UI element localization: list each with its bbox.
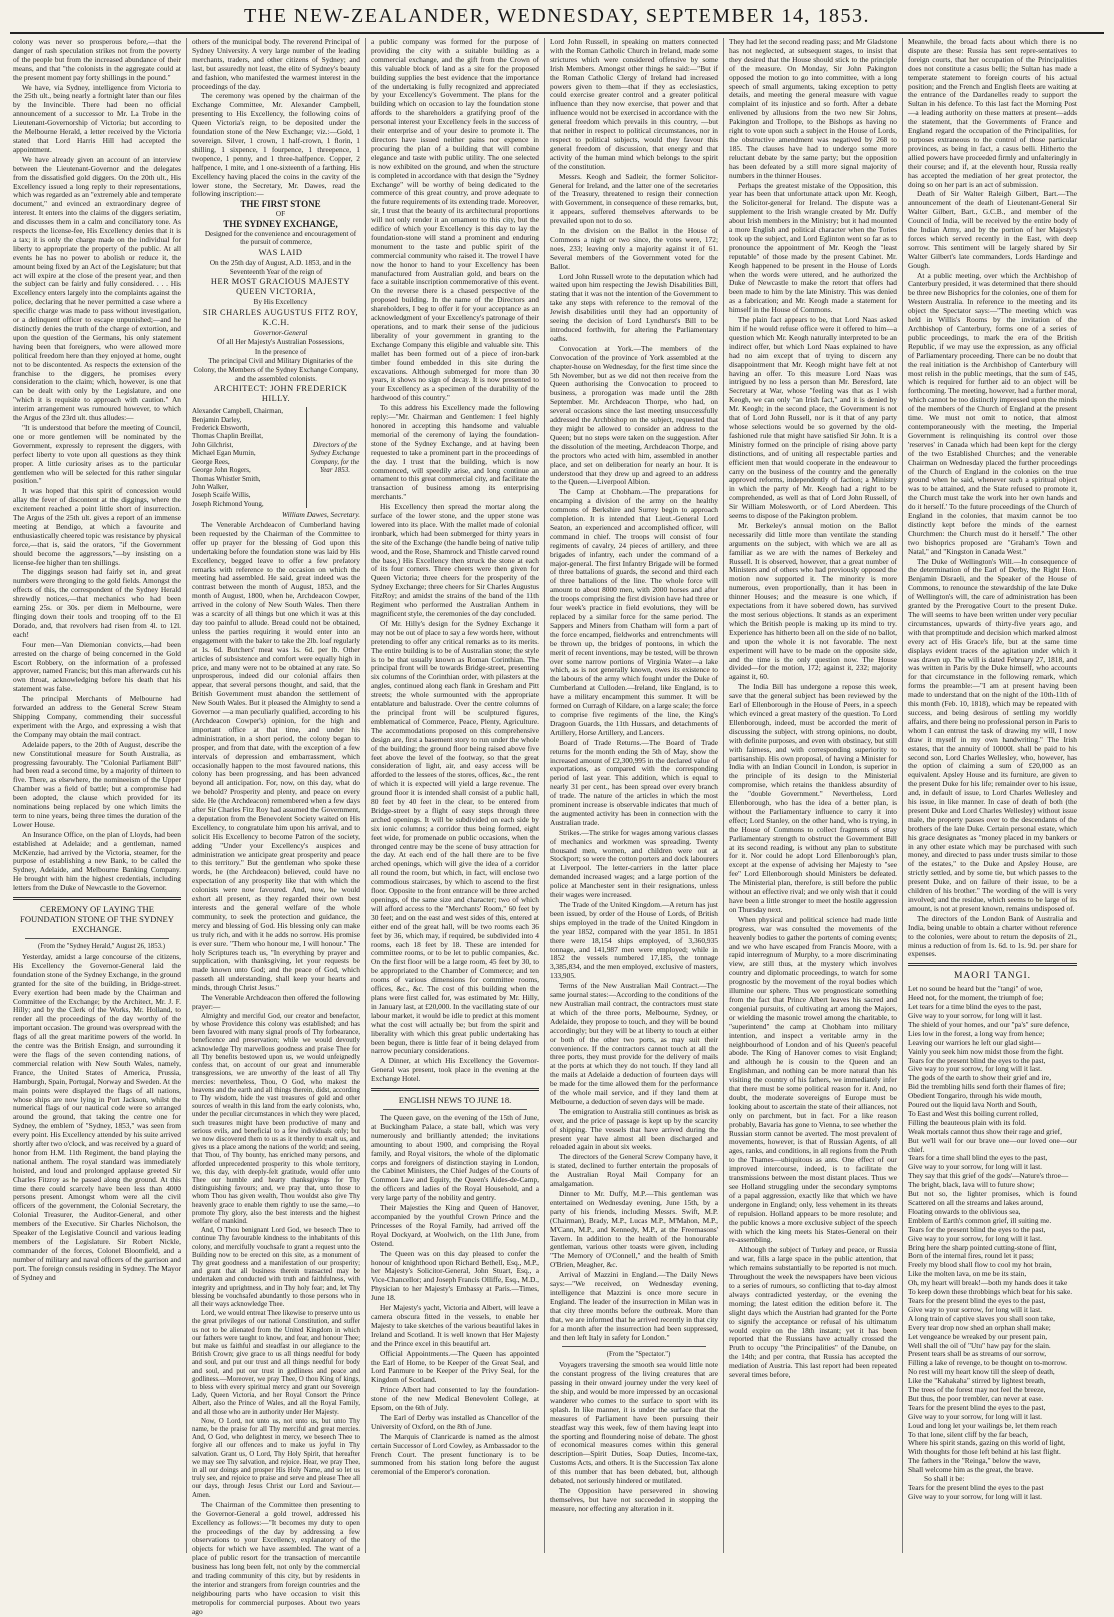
paragraph: Strikes.—The strike for wages among various classes of mechanics and workmen was spreading. Twenty thousand men, women, and children were out at Stockport; so were the cotton porters and dock labourers at Liverpool. The letter-carriers in the latter place demanded increased wages; and a large portion of the police at Manchester sent in their resignations, unless their wages were increased.	[550, 827, 718, 900]
inscription-line: SIR CHARLES AUGUSTUS FITZ ROY, K.C.H.	[202, 307, 359, 327]
poem-line: Like the molten lava, on me be its stain,	[908, 1269, 1027, 1279]
column-5	[724, 38, 903, 1553]
column-6	[903, 38, 1082, 1553]
poem-line: Tears for the present blind the eyes to the past,	[908, 1402, 1046, 1412]
paragraph: They had let the second reading pass; and Mr Gladstone has not neglected, at subsequent stages, to insist that they desired that the House should stick to the principle of the measure. On Monday, Sir John Pakington opposed the motion to go into committee, with a long speech of small arguments, taking exception to petty details, and meeting the general measure with vague complaint of its injustice and so forth. After a debate enlivened by allusions from the two new Sir Johns, Pakington and Trollope, to the Bishops as having no right to vote upon such a subject in the House of Lords, the obstructive amendment was negatived by 268 to 185. The clauses have had to undergo some more reluctant debate by the same party; but the opposition has been defeated by a still more signal majority of numbers in the thinner Houses.	[729, 37, 897, 180]
poem-line: Let no sound be heard but the "tangi" of woe,	[908, 984, 1043, 994]
paragraph: Their Majesties the King and Queen of Hanover, accompanied by the youthful Crown Prince and the Princesses of the Royal Family, had arrived off the Royal Dockyard, at Woolwich, on the 11th June, from Ostend.	[371, 1203, 539, 1248]
poem-line: Born of the internal fires, round let it pass;	[908, 1251, 1034, 1261]
paragraph: The Venerable Archdeacon of Cumberland having been requested by the Chairman of the Committee to offer up prayer for the blessing of God upon this undertaking before the foundation stone was laid by His Excellency, begged leave to offer a few prefatory remarks with reference to the occasion on which the meeting had assembled. He said, great indeed was the contrast between the month of August, 1853, and the month of August, 1800, when he, Archdeacon Cowper, arrived in the colony of New South Wales. Then there was a scarcity of all things but one which it was at this day too painful to allude. Bread could not be obtained, unless the parties requiring it would enter into an engagement with the baker to take the 2lb. loaf regularly at 1s. 6d. Butchers' meat was 1s. 6d. per lb. Other articles of subsistence and comfort were equally high in price, and many were not to be obtained at any rate. So unprosperous, indeed did our colonial affairs then appear, that several persons thought, and said, that the British Government must abandon the settlement of New South Wales. But it pleased the Almighty to send a Governor —a man peculiarly qualified, according to his (Archdeacon Cowper's) opinion, for the high and important office at that time, and under his administration, in a short period, the colony began to prosper, and from that date, with the exception of a few intervals of depression and embarrassment, which occasionally happen to the most favoured nations, this colony has been progressing, and has been advanced beyond all anticipation. For, now, on this day, what do we behold? Prosperity and plenty, and peace on every side. He (the Archdeacon) remembered when a few days after Sir Charles Fitz Roy had assumed the Government, a deputation from the Benevolent Society waited on His Excellency, to congratulate him upon his arrival, and to solicit His Excellency to become Patron of the society, adding "Under your Excellency's auspices and administration we anticipate great prosperity and peace to this territory." But the gentleman who spoke these words, he (the Archdeacon) believed, could have no expectation of any prosperity like that with which the colonists were now favoured. And, now, he would exhort all present, as they regarded their own best interests and the general welfare of the whole community, to seek the protection and guidance, the mercy and blessing of God. His blessing only can make us truly rich, and with it he adds no sorrow. His promise is ever sure. "Them who honour me, I will honour." The holy Scriptures teach us, "In everything by prayer and supplication, with thanksgiving, let your requests be made known unto God; and the peace of God, which passeth all understanding, shall keep your hearts and minds, through Christ Jesus."	[192, 520, 360, 993]
poem-line: Well shall the oil of "Utu" haw pay for the slain.	[908, 1340, 1051, 1350]
director-name: Thomas Whistler Smith,	[192, 474, 261, 483]
paragraph: Death of Sir Walter Raleigh Gilbert, Bart.—The announcement of the death of Lieutenant-General Sir Walter Gilbert, Bart., G.C.B., and member of the Council of India, will be received by the entire body of the Indian Army, and by the portion of her Majesty's forces which served recently in the East, with deep sorrow. This sentiment will be largely shared by Sir Walter Gilbert's late commanders, Lords Hardinge and Gough.	[908, 189, 1077, 270]
inscription-line: Of all Her Majesty's Australian Possessions,	[216, 338, 345, 347]
paragraph: Lord John Russell wrote to the deputation which had waited upon him respecting the Jewish Disabilities Bill, stating that it was not the intention of the Government to take any steps with reference to the removal of the Jewish disabilities until they had an opportunity of seeing the decision of Lord Lyndhurst's Bill to be introduced forthwith, for altering the Parliamentary oaths.	[550, 271, 718, 343]
paragraph: His Excellency then spread the mortar along the surface of the lower stone, and the upper stone was lowered into its place. With the mallet made of colonial ironbark, which had been submerged for thirty years in the site of the Exchange (the handle being of native tulip wood, and the Rose, Shamrock and Thistle carved round the base,) His Excellency then struck the stone at each of its four corners. Three cheers were then given for Queen Victoria; three cheers for the prosperity of the Sydney Exchange; three cheers for Sir Charles Augustus FitzRoy; and amidst the strains of the band of the 11th Regiment who performed the Australian Anthem in magnificent style, the ceremonies of the day concluded.	[371, 502, 539, 618]
poem-line: Give way to your sorrow, for long will it last.	[908, 1491, 1042, 1501]
paragraph: The India Bill has undergone a repose this week, save that the general subject has been reviewed by the Earl of Ellenborough in the House of Peers, in a speech which evinced a great mastery of the question. To Lord Ellenborough, indeed, must be accorded the merit of discussing the subject, with strong opinions, no doubt, with definite purposes, and even with obstinacy, but still with fairness, and with corresponding superiority to partisanship. His own proposal, of having a Minister for India with an Indian Council in London, is superior in the principle of its design to the Ministerial compromise, which retains the thankless absurdity of the "double Government." Nevertheless, Lord Ellenborough, who has the idea of a better plan, is without the Parliamentary influence to carry it into effect; Lord Stanley, on the other hand, who is trying, in the House of Commons to collect fragments of stray Parliamentary strength to obstruct the Government Bill at its second reading, is without any plan to substitute for it. Nor could he adopt Lord Ellenborough's plan, except at the expense of advising her Majesty to "see fee" Lord Ellenborough should Ministers be defeated. The Ministerial plan, therefore, is still before the public without an effective rival; and we only wish that it could have been a little stronger to meet the hostile aggression on Thursday next.	[729, 682, 897, 914]
poem-line: Present tears shall be as streams of our sorrow,	[908, 1349, 1047, 1359]
paragraph: Her Majesty's yacht, Victoria and Albert, will leave a camera obscura fitted in the vessels, to enable her Majesty to take sketches of the various beautiful lakes in Ireland and Scotland. It is well known that Her Majesty and the Prince excel in this beautiful art.	[371, 1303, 539, 1348]
paragraph: To this address his Excellency made the following reply:—"Mr. Chairman and Gentlemen: I feel highly honored in accepting this handsome and valuable memorial of the ceremony of laying the foundation-stone of the Sydney Exchange, and at having been requested to take a prominent part in the proceedings of the day. I trust that the building, which is now commenced, will speedily arise, and long continue an ornament to this great commercial city, and facilitate the transaction of business among its enterprising merchants."	[371, 403, 539, 502]
poem-line: But we'll wail for our brave one—our loved one—our chief.	[908, 1135, 1077, 1154]
column-2	[187, 37, 366, 1616]
masthead	[10, 0, 1104, 34]
paragraph: A Dinner, at which His Excellency the Governor-General was present, took place in the evening at the Exchange Hotel.	[371, 1056, 539, 1084]
poem-line: Tears for the present blind the eyes to the past	[908, 1483, 1044, 1492]
inscription-line: THE SYDNEY EXCHANGE,	[223, 218, 338, 229]
paragraph: Although the subject of Turkey and peace, or Russia and war, fills a large space in the public attention, that which remains substantially to be reported is not much. Throughout the week the newspapers have been vicious to a series of rumours, so conflicting that to-day almost always contradicted yesterday, or the evening the morning; the latest edition the edition before it. The slight days which the Austrian had granted for the Porte to signify the acceptance or refusal of his ultimatum would expire on the 18th instant; yet it has been reported that the Russians have actually crossed the Pruth to occupy "the Principalities" of the Danube, on the 14th; and per contra, that Russia has accepted the mediation of Austria. This last report had been repeated several times before,	[729, 1245, 897, 1380]
paragraph: At a public meeting, over which the Archbishop of Canterbury presided, it was determined that there should be three new Bishoprics for the colonies, one of them for Western Australia. In reference to the meeting and its object the Spectator says:—"The meeting which was held in Willis's Rooms by the invitation of the Archbishop of Canterbury, forms one of a series of public proceedings, to mark the era of the British Republic, if we may use the expression, as any official of Parliamentary proceeding. There can be no doubt that the real initiation is the Archbishop of Canterbury will most relish in the public meetings, that the sum of £45, which is required for further aid to an object will be forthcoming. The meeting, however, had a further moral, which cannot be too distinctly impressed upon the minds of the members of the Church of England at the present time. We must not omit to notice, that almost contemporaneously with the meeting, the Imperial Government is relinquishing its control over those 'reserves' in Canada which had been kept for the clergy of the two Established Churches; and the venerable Chairman on Wednesday placed the further proceedings of the Church of England in the colonies on the true ground when he said, whenever such a spiritual object was to be attained, and the State refused to promote it, the Church must take the work into her own hands and do it herself.' To the future proceedings of the Church of England in the colonies, that maxim cannot be too distinctly kept before the minds of the earnest Churchmen: the Church must do it herself." The other two bishoprics proposed are "Graham's Town and Natal," and "Kingston in Canada West."	[908, 270, 1077, 556]
poem-line: Bring here the sharp pointed cutting-stone of flint,	[908, 1242, 1057, 1252]
director-name: Michael Egan Murnin,	[192, 449, 256, 458]
poem-line: Give way to your sorrow, for long will it last.	[908, 1010, 1042, 1020]
inscription-line: HER MOST GRACIOUS MAJESTY QUEEN VICTORIA,	[210, 277, 351, 297]
divider	[371, 1088, 539, 1091]
paragraph: In the division on the Ballot in the House of Commons a night or two since, the votes were, 172; noes, 233; leaving only a majority against it of 61. Several members of the Government voted for the Ballot.	[550, 226, 718, 271]
poem-line: Weak mortals cannot thus show their rage and grief,	[908, 1126, 1062, 1136]
director-name: Alexander Campbell, Chairman,	[192, 407, 283, 416]
divider	[383, 1109, 527, 1110]
paragraph: others of the municipal body. The reverend Principal of Sydney University. A very large number of the leading merchants, traders, and other citizens of Sydney; and last, but assuredly not least, the elite of Sydney's beauty and fashion, who manifested the warmest interest in the proceedings of the day.	[192, 37, 360, 91]
divider	[562, 1346, 706, 1347]
poem-line: A long train of captive slaves you shall soon take,	[908, 1313, 1055, 1323]
poem-line: Give way to your sorrow, for long will it last.	[908, 1304, 1042, 1314]
poem-line: Freely my blood shall flow to cool my hot brain,	[908, 1260, 1052, 1270]
poem-line: With thoughts for those left behind at his last flight.	[908, 1447, 1061, 1457]
poem-line: Poured out the liquid lava North and South,	[908, 1100, 1037, 1110]
inscription-line: THE FIRST STONE	[240, 199, 321, 210]
poem-line: Filling a lake of revenge, to be thought on to-morrow.	[908, 1358, 1067, 1368]
paragraph: Meanwhile, the broad facts about which there is no dispute are these: Russia has sent repre-sentatives to foreign courts, that her occupation of the Principalities does not constitute a casus belli; the Sultan has made a temperate statement to foreign courts of his actual position; and the French and English fleets are waiting at the entrance of the Dardanelles ready to support the Sultan in his defence. To this last fact the Morning Post—a leading authority on these matters at present—adds the statement, that the Governments of France and England regard the occupation of the Principalities, for purposes extraneous to the control of those particular provinces, as being in fact, a casus belli. Hitherto the allied powers have proceeded firmly and unfalteringly in their course; and if, at the eleventh hour, Russia really has accepted the mediation of her great protector, the doing so on her part is an act of submission.	[908, 37, 1077, 189]
poem-line: To keep down these throbbings which beat for his sake.	[908, 1287, 1073, 1297]
paragraph: Dinner to Mr. Duffy, M.P.—This gentleman was entertained on Wednesday evening, June 15th, by a party of his friends, including Messrs. Swift, M.P. (Chairman), Brady, M.P., Lucas M.P., M'Mahon, M.P., M'Cann, M.P., and Kennedy, M.P., at the Freemasons' Tavern. In addition to the health of the honourable gentleman, various other toasts were given, including "The Memory of O'Connell," and the health of Smith O'Brien, Meagher, &c.	[550, 1189, 718, 1270]
inscription-line: WAS LAID	[258, 247, 303, 257]
inscription-line: By His Excellency	[253, 298, 308, 307]
paragraph: When physical and political science had made little progress, war was consulted the movements of the heavenly bodies to gather the portents of coming events; and we who have escaped from Francis Moore, with a rapid interregnum of Murphy, to a more discriminating view, are still thus, at the mystery which involves country and diplomatic proceedings, to watch for some prognostic by the movement of the royal bodies which illumine our sphere. Thus we prognosticate something from the fact that Prince Albert leaves his sacred and congenial pursuits, of cultivating art among the Majors, or wielding the masonic trowel among the charitable, to "superintend" the camp at Chobham into military intention, and inspect a veritable army in the neighbourhood of London and of his Queen's peaceful abode. The King of Hanover comes to visit England; and although he is cousin to the Queen and an Englishman, and nothing can be more natural than his visiting the country of his fathers, we immediately infer that there must be some political reason for it. And, no doubt, the moderate sovereigns of Europe must be looking about to ascertain the state of their alliances, not only on parchment, but in fact. For a like reason probably, Bavaria has gone to Vienna, to see whether the Russian storm cannot be averted. The most prevalent of movements, however, is that of Russian Agents, of all ages, ranks, and conditions, in all regions from the Pruth to the Thames—ubiquitous as ants. One effect of our improved intercourse, indeed, is to facilitate the transmissions between the most distant places. Thus we see Holland struggling under the secondary symptoms of a papal aggression, exactly like that which we have undergone in England; only, less vehement in its threats of repulsion. Holland appears to be more resolute; and the public knows a more exclusive subject of the speech with which the king meets his States-General on their re-assembling.	[729, 914, 897, 1245]
poem-line: Give way to your sorrow, for long will it last.	[908, 1162, 1042, 1172]
prayer-paragraph: Now, O Lord, not unto us, not unto us, but unto Thy name, be the praise for all Thy merciful and great mercies. And, O God, who delightest in mercy, we beseech Thee to forgive all our offences and to make us joyful in Thy salvation. Grant us, O Lord, Thy Holy Spirit, that hereafter we may see Thy salvation, and rejoice. Hear, we pray Thee, in all our doings and prosper His Holy Name, and so let us truly see, and rejoice to praise and serve and please Thee all our days, through Jesus Christ our Lord and Saviour.—Amen.	[192, 1417, 360, 1499]
paragraph: a public company was formed for the purpose of providing the city with a suitable building as a commercial exchange, and the gift from the Crown of this valuable block of land as a site for the proposed building supplies the best evidence that the importance of the undertaking is fully recognized and appreciated by your Excellency's Government. The plans for the building which on occasion to lay the foundation stone affords to the shareholders a gratifying proof of the personal interest your Excellency feels in the success of their enterprise and of your desire to promote it. The directors have issued neither pains nor expence in procuring the plan of a building that will combine elegance and taste with public utility. The one selected is now exhibited on the ground, and when the structure is completed in accordance with that design the "Sydney Exchange" will be worthy of being dedicated to the commerce of this great country, and prove adequate to the future requirements of its extending trade. Moreover, sir, I trust that the beauty of its architectural proportions will not only render it an ornament to this city, but the edifice of which your Excellency is this day to lay the foundation-stone will stand a prominent and enduring monument to the taste and public spirit of the commercial community who raised it. The trowel I have now the honor to hand to your Excellency has been manufactured from Australian gold, and bears on the face a suitable inscription commemorative of this event. On the reverse there is a chased perspective of the proposed building. In the name of the Directors and shareholders, I beg to offer it for your acceptance as an acknowledgment of your Excellency's patronage of their operations, and to mark their sense of the judicious liberality of your government in granting to the Exchange Company this eligible and valuable site. This mallet has been formed out of a piece of iron-bark timber found embedded in this site during the excavations. Although submerged for more than 30 years, it shows no sign of decay. It is now presented to your Excellency as a specimen of the durability of the hardwood of this country."	[371, 37, 539, 403]
director-name: George John Rogers,	[192, 466, 251, 475]
paragraph: It was hoped that this spirit of concession would allay the fever of discontent at the diggings, where the excitement reached a point little short of insurrection. The Argus of the 25th ult. gives a report of an immense meeting at Bendigo, at which a favourite and enthusiastically cheered topic was resistance by physical force,—that is, said the orators, "if the Government should become the aggressors,"—by insisting on a license-fee higher than ten shillings.	[13, 486, 181, 567]
director-name: Frederick Ebsworth,	[192, 424, 250, 433]
director-name: Joseph Richmond Young,	[192, 499, 264, 508]
paragraph: Convocation at York.—The members of the Convocation of the province of York assembled at the chapter-house on Wednesday, for the first time since the 5th November, but as we did not then receive from the Queen authorising the Convocation to proceed to business, a prorogation was made until the 28th September. Mr. Archdeacon Thorpe, who had, on several occasions since the last meeting unsuccessfully addressed the Archbishop on the subject, requested that they might be allowed to consider an address to the Queen; but no steps were taken on the suggestion. After the dissolution of the meeting, Archdeacon Thorpe, and the proctors who acted with him, assembled in another place, and set on deliberation for nearly an hour. It is understood that they drew up and agreed to an address to the Queen.—Liverpool Albion.	[550, 343, 718, 487]
poem-line: Heed not, for the moment, the triumph of foe;	[908, 993, 1044, 1003]
poem-line: Give way to your sorrow, for long will it last.	[908, 1411, 1042, 1421]
inscription-line: The principal Civil and Military Dignitaries of the Colony, the Members of the Sydney Exchange Company, and the assembled colonists.	[193, 357, 359, 383]
prayer-paragraph: Lord, we would entreat Thee likewise to preserve unto us the great privileges of our national Constitution, and suffer us not to be alienated from the United Kingdom in which our fathers were taught to know, and fear, and honour Thee; but make us faithful and steadfast in our allegiance to the British Crown; give grace to us all things needful for body and soul, and put our trust and all things needful for body and soul, and put our trust in godliness and peace and godliness.—Moreover, we pray Thee, O thou King of kings, to bless with every spiritual mercy and grant our Sovereign Lady, Queen Victoria, and her Royal Consort the Prince Albert, also the Prince of Wales, and all the Royal Family, and all those who are in authority under Her Majesty.	[192, 1310, 360, 1416]
poem-line: No rest will my heart know till the sleep of death,	[908, 1367, 1055, 1377]
poem-line: Tears for the present blind the eyes to the past,	[908, 1224, 1046, 1234]
column-3	[366, 38, 545, 1553]
paragraph: The Earl of Derby was installed as Chancellor of the University of Oxford, on the 8th of June.	[371, 1412, 539, 1431]
paragraph: Board of Trade Returns.—The Board of Trade returns for the month ending the 5th of May, show the increased amount of £2,300,995 in the declared value of exportations, as compared with the corresponding period of last year. This addition, which is equal to nearly 31 per cent., has been spread over every branch of trade. The nature of the articles in which the most prominent increase is observable indicates that much of the augmented activity has been in connection with the Australian trade.	[550, 737, 718, 827]
poem-line: Every tear drop now shed an orphan shall make;	[908, 1322, 1051, 1332]
poem-line: The fathers in the "Reinga," below the wave,	[908, 1456, 1041, 1466]
poem-line: Leaving our warriors he left our glad sight—	[908, 1037, 1041, 1047]
poem-line: Where his spirit stands, gazing on this world of light,	[908, 1438, 1066, 1448]
poem-line: Like the "Kahakaha" stirred by lightest breath,	[908, 1376, 1046, 1386]
poem-line: Let tears for a time blind the eyes to the past,	[908, 1002, 1042, 1012]
paragraph: An Insurance Office, on the plan of Lloyds, had been established at Adelaide; and a gentleman, named McKenzie, had arrived by the Victoria, steamer, for the purpose of establishing a new Bank, to be called the Sydney, Adelaide, and Melbourne Banking Company. He brought with him the highest credentials, including letters from the Duke of Newcastle to the Governor.	[13, 829, 181, 893]
paragraph: The principal Merchants of Melbourne had forwarded an address to the General Screw Steam Shipping Company, commending their successful experiment with the Argo, and expressing a wish that the Company may obtain the mail contract.	[13, 694, 181, 739]
poem-line: Floating onwards to the oblivious sea,	[908, 1206, 1021, 1216]
paragraph: We have already given an account of an interview between the Lieutenant-Governor and the delegates from the dissatisfied gold diggers. On the 20th ult., His Excellency issued a long reply to their representations, which was regarded as an "extremely able and temperate document," and evinced an extraordinary degree of interest. It enters into the claims of the diggers seriatim, and discusses them in a calm and conciliatory tone. As respects the license-fee, His Excellency denies that it is a tax; it is only the charge made on the individual for liberty to appropriate the property of the public. At all events he has no power to abolish or reduce it, the amount being fixed by an Act of the Legislature; but that act will expire at the close of the present year, and then the subject can be fairly and fully considered. . . . His Excellency enters largely into the complaints against the police, declaring that he never permitted a case where a specific charge was made to pass without investigation, or a delinquent officer to escape unpunished;—and he distinctly denies the truth of the charge of extortion, and upon the question of the Germans, his only statement having been that foreigners, who were allowed more political freedom here than they enjoyed at home, ought not to be discontented. As respects the extension of the franchise to the diggers, he promises every consideration to the claim; which, however, is one that can be dealt with only by the Legislature, and one "which it is requisite to approach with caution." An interim arrangement was rumoured however, to which the Argus of the 23rd ult. thus alludes:—	[13, 154, 181, 423]
poem-line: The shield of your homes, and our "pa's" sure defence,	[908, 1019, 1070, 1029]
poem-line: The bright, black, lava will to future show;	[908, 1180, 1035, 1190]
paragraph: The Chairman of the Committee then presenting to the Governor-General a gold trowel, addressed his Excellency as follows:—"It becomes my duty to open the proceedings of the day by addressing a few observations to your Excellency, explanatory of the objects for which we have assembled. The want of a place of public resort for the transaction of mercantile business has long been felt, not only by the commercial and trading community of this city, but by residents in the interior and strangers from foreign countries and the neighbouring parts who have occasion to visit this metropolis for commercial purposes. About two years ago	[192, 1499, 360, 1616]
newspaper-title: THE NEW-ZEALANDER, WEDNESDAY, SEPTEMBER 14, 1853.	[244, 4, 870, 27]
poem-line: Give way to your sorrow, for long will it last.	[908, 1233, 1042, 1243]
inscription-line: ARCHITECT: JOHN FREDERICK HILLY.	[213, 384, 348, 404]
director-name: John Walker,	[192, 482, 229, 491]
paragraph: The diggings season had fairly set in, and great numbers were thronging to the gold fields. Amongst the effects of this, the correspondent of the Sydney Herald shrewdly notices,—that mechanics who had been earning 25s. or 30s. per diem in Melbourne, were flinging down their tools and trooping off to the El Dorado, and, that revolvers had risen from 4l. to 12l. each!	[13, 567, 181, 639]
paragraph: The Queen gave, on the evening of the 15th of June, at Buckingham Palace, a state ball, which was very numerously and brilliantly attended; the invitations amounting to about 1900, and comprising the Royal family, and Royal visitors, the whole of the diplomatic corps and foreigners of distinction staying in London, the Cabinet Ministers, the Chief Judges of the Courts of Common Law and Equity, the Queen's Aides-de-Camp, the officers and ladies of the Royal Household, and a very large party of the nobility and gentry.	[371, 1113, 539, 1203]
divider	[908, 963, 1077, 966]
paragraph: Prince Albert had consented to lay the foundation-stone of the new Medical Benevolent College, at Epsom, on the 6th of July.	[371, 1385, 539, 1413]
poem-line: Bid the trembling hills send forth their flames of fire;	[908, 1082, 1066, 1092]
directors-caption: Directors of the Sydney Exchange Company, for the Year 1853.	[306, 407, 360, 508]
paragraph: Adelaide papers, to the 20th of August, describe the new Constitutional measure for South Australia, as progressing favourably. The "Colonial Parliament Bill" had been read a second time, by a majority of thirteen to five. There, as elsewhere, the nomineeism of the Upper Chamber was a field of battle; but a compromise had been adopted, the clause which provided for its nominations being replaced by one which limits the term to nine years, being three times the duration of the Lower House.	[13, 739, 181, 829]
paragraph: The emigration to Australia still continues as brisk as ever, and the price of passage is kept up by the scarcity of shipping. The vessels that have arrived during the present year have almost all been discharged and reloaded again in about six weeks.	[550, 1106, 718, 1152]
poem-line: Tears for the present blind the eyes to the past,	[908, 1295, 1046, 1305]
director-name: John Gilchrist,	[192, 440, 234, 449]
inscription-line: In the presence of	[254, 347, 307, 356]
columns	[8, 37, 1106, 1616]
paragraph: The Venerable Archdeacon then offered the following prayer:—	[192, 993, 360, 1011]
poem-line: Lies low in the forest, a long way from hence;	[908, 1028, 1045, 1038]
poem-line: Shall welcome him as the great, the brave.	[908, 1465, 1034, 1475]
paragraph: Official Appointments.—The Queen has appointed the Earl of Home, to be Keeper of the Great Seal, and Lord Panmure to be Keeper of the Privy Seal, for the Kingdom of Scotland.	[371, 1348, 539, 1385]
source-line: (From the "Spectator.")	[606, 1351, 671, 1359]
poem-title: MAORI TANGI.	[953, 971, 1032, 982]
inscription-line: Governor-General	[253, 328, 308, 337]
paragraph: colony was never so prosperous before,—that the danger of rash speculation strikes not from the poverty of the people but from the increased abundance of their means, and that "the colonists in the aggregate could at the present moment pay forty shillings in the pound."	[13, 37, 181, 82]
paragraph: The Opposition have persevered in showing themselves, but have not succeeded in stopping the measure, nor effecting any alteration in it.	[550, 1486, 718, 1513]
paragraph: Of Mr. Hilly's design for the Sydney Exchange it may not be out of place to say a few words here, without pretending to offer any critical remarks as to its merits. The entire building is to be of Australian stone; the style is to be that usually known as Roman Corinthian. The principal front will be towards Bridge-street, presenting six columns of the Corinthian order, with pilasters at the angles, continued along each flank in Gresham and Pitt streets; the whole surmounted with the appropriate entablature and balustrade. Over the centre columns of the principal front will be sculptured figures, emblematical of Commerce, Peace, Plenty, Agriculture. The accommodations proposed on this comprehensive design are, first a basement story to run under the whole of the building; the ground floor being raised above five feet above the level of the footway, so that the great consideration of light, air, and easy access will be afforded to the lessees of the stores, offices, &c., the rent of which it is expected will yield a large revenue. The ground floor it is intended shall consist of a public hall, 80 feet by 40 feet in the clear, to be entered from Bridge-street by a flight of easy steps through three arched openings. It will be subdivided on each side by six ionic columns; a corridor thus being formed, eight feet wide, for promenade on public occasions, when the thronged centre may be the scene of busy attraction for the day. At each end of the hall there are to be five arched openings, which will give the idea of a corridor all round the room, but which, in fact, will enclose two commodious staircases, by which to ascend to the first floor. Opposite to the front entrance will be three arched openings, of the same size and character; two of which will afford access to the "Merchants' Room," 60 feet by 30 feet; and on the east and west sides of this, entered at either end of the great hall, will be two rooms each 36 feet by 36, which may, if required, be subdivided into 4 rooms, each 18 feet by 18. These are intended for committee rooms, or to be let to public companies, &c. On the first floor will be a large room, 45 feet by 30, to be appropriated to the Chamber of Commerce; and ten rooms of various dimensions for committee rooms, offices, &c., &c. The cost of this building when the plans were first called for, was estimated by Mr. Hilly, in January last, at £20,000. In the vacillating state of our labour market, it would be idle to predict at this moment what the cost will actually be; but from the spirit and liberality with which this great public undertaking has been begun, there is little fear of it being delayed from narrow pecuniary considerations.	[371, 618, 540, 1056]
paragraph: The Queen was on this day pleased to confer the honour of knighthood upon Richard Bethell, Esq., M.P., her Majesty's Solicitor-General, John Stuart, Esq., a Vice-Chancellor; and Joseph Francis Olliffe, Esq., M.D., Physician to her Majesty's Embassy at Paris.—Times, June 18.	[371, 1248, 539, 1303]
column-1	[8, 38, 187, 1553]
directors-names	[192, 407, 306, 508]
prayer-paragraph: And, O Thou benignant Lord God, we beseech Thee to continue Thy favourable kindness to the inhabitants of this colony, and mercifully vouchsafe to grant a request unto the Building now to be erected on this site, as a monument of Thy great goodness and a manifestation of our prosperity; and grant that all business therein transacted may be undertaken and conducted with truth and faithfulness, with integrity and uprightness, and in Thy holy fear; and, let Thy blessing be vouchsafed abundantly to those persons who in all their ways acknowledge Thee.	[192, 1227, 360, 1308]
inscription-line: Designed for the convenience and encouragement of the pursuit of commerce,	[204, 229, 357, 247]
paragraph: The ceremony was opened by the chairman of the Exchange Committee, Mr. Alexander Campbell, presenting to His Excellency, the following coins of Queen Victoria's reign, to be deposited under the foundation stone of the New Exchange; viz.:—Gold, 1 sovereign. Silver, 1 crown, 1 half-crown, 1 florin, 1 shilling, 1 sixpence, 1 fourpence, 1 threepence, 1 twopence, 1 penny, and 1 three-halfpence. Copper, 2 halfpence, 1 mite, and 1 one-sixteenth of a farthing. His Excellency having placed the coins in the cavity of the lower stone, the Secretary, Mr. Dawes, read the following inscription:—	[192, 91, 360, 199]
divider	[25, 938, 169, 939]
paragraph: The directors of the General Screw Company have, it is stated, declined to further entertain the proposals of the Australian Royal Mail Company for an amalgamation.	[550, 1152, 718, 1189]
article-heading: CEREMONY OF LAYING THE FOUNDATION STONE OF THE SYDNEY EXCHANGE.	[20, 904, 174, 935]
inscription-line: OF	[275, 210, 286, 219]
poem-line: But not so, the lighter promises, which is found Scattered on all the streams and lakes around,	[908, 1189, 1077, 1207]
paragraph: Perhaps the greatest mistake of the Opposition, this year has been that unfortunate attack upon Mr. Keogh, the Solicitor-general for Ireland. The dispute was a supplement to the Irish wrangle created by Mr. Duffy about Irish members in the Ministry; but it had mounted a more English and political character when the Tories took up the subject, and Lord Eglinton went so far as to pronounce the appointment of Mr. Keogh the "least reputable" of those made by the present Cabinet. Mr. Keogh happened to be present in the House of Lords when the words were uttered, and he authorized the Duke of Newcastle to make the retort that offers had been made to him by the late Ministry. This was denied as a fabrication; and Mr. Keogh made a statement for himself in the House of Commons.	[729, 180, 897, 315]
poem-line: To that lone, silent cliff by the far beach,	[908, 1429, 1029, 1439]
poem-line: But thus, the poor trembler, can never at ease.	[908, 1393, 1044, 1403]
paragraph: "It is understood that before the meeting of Council, one or more gentlemen will be nominated by the Government, expressly to represent the diggers, with perfect liberty to vote upon all questions as they think proper. A little curiosity arises as to the particular gentlemen who will be selected for this rather singular position."	[13, 422, 181, 486]
poem-line: Tears for the present blind the eyes to the past,	[908, 1055, 1046, 1065]
poem-line: So shall it be:	[924, 1474, 965, 1484]
poem-line: They say that this grief of the gods'—Nature's throe—	[908, 1171, 1069, 1181]
paragraph: Four men—Van Diemonian convicts,—had been arrested on the charge of being concerned in the Gold Escort Robbery, on the information of a professed approver, named Francis; but this man afterwards cut his own throat, acknowledging before his death that his statement was false.	[13, 639, 181, 694]
director-name: Joseph Scaife Willis,	[192, 491, 251, 500]
poem-line: The gods of the earth to show their grief and ire,	[908, 1073, 1052, 1083]
poem-line: Emblem of Earth's common grief, ill suiting me.	[908, 1215, 1052, 1225]
directors-list	[192, 407, 360, 508]
poem-line: Oh, my heart will break!—both my hands does it take	[908, 1278, 1068, 1288]
inscription-line: On the 25th day of August, A.D. 1853, and in the Seventeenth Year of the reign of	[209, 258, 352, 276]
director-name: George Rees,	[192, 457, 230, 466]
paragraph: The plain fact appears to be, that Lord Naas asked him if he would refuse office were it offered to him—a question which Mr. Keogh naturally interpreted to be an indirect offer, but which Lord Naas explained to have had no aim except that of trying to discern any disappointment that Mr. Keogh might have felt at not having an offer. To this measure Lord Naas was intrigued by no less a person than Mr. Beresford, late Secretary at War, whose "feeling was that as I wish Keogh, we can only "an Irish fact," and it is denied by Mr. Keogh; in the second place, the Government is not that of Lord John Russell, nor is it that of any party whose selections would be so governed by the old-fashioned rule that might have satisfied Sir John. It is a Ministry formed on the principle of rising above party distinctions, and of uniting all respectable parties and efficient men that would cooperate in the endeavour to carry on the business of the country and the generally approved reforms, independently of faction; a Ministry in which the party of Mr. Keogh had a right to be comprehended, as well as that of Lord John Russell, of Sir William Molesworth, or of Lord Aberdeen. This seems to dispose of the Pakington problem.	[729, 315, 897, 521]
poem-line: To East and West this boiling current rolled,	[908, 1108, 1039, 1118]
article-heading: ENGLISH NEWS TO JUNE 18.	[398, 1095, 512, 1106]
column-4	[545, 38, 724, 1553]
director-name: Thomas Chaplin Breillat,	[192, 432, 263, 441]
poem-line: Loud and long let your wailings be, let them reach	[908, 1420, 1058, 1430]
paragraph: We have, via Sydney, intelligence from Victoria to the 25th ult., being nearly a fortnight later than our files by the Invincible. There had been no official announcement of a successor to Mr. La Trobe in the Lieutenant-Governorship of Victoria; but according to the Melbourne Herald, a letter received by the Victoria stated that Lord Harris Hill had accepted the appointment.	[13, 82, 181, 154]
paragraph: Terms of the New Australian Mail Contract.—The same journal states:—According to the conditions of the new Australian mail contract, the contractors must state at which of the three ports, Melbourne, Sydney, or Adelaide, they propose to touch, and they will be bound accordingly; but they will be at liberty to touch at either or both of the other two ports, as may suit their convenience. If the contractors cannot touch at all the three ports, they must provide for the delivery of mails at the ports at which they do not touch. If they land all the mails at Adelaide a deduction of fourteen days will be made for the time allowed them for the performance of the whole mail service, and if they land them at Melbourne, a deduction of seven days will be made.	[550, 981, 718, 1106]
paragraph: The Trade of the United Kingdom.—A return has just been issued, by order of the House of Lords, of British ships employed in the trade of the United Kingdom in the year 1852, compared with the year 1851. In 1851 there were 18,154 ships employed, of 3,360,935 tonnage, and 141,987 men were employed; while in 1852 the vessels numbered 17,185, the tonnage 3,385,834, and the men employed, exclusive of masters, 133,905.	[550, 900, 718, 981]
poem	[908, 985, 1077, 1502]
poem-line: Filling the beauteous plain with its fold.	[908, 1117, 1027, 1127]
paragraph: Messrs. Keogh and Sadleir, the former Solicitor-General for Ireland, and the latter one of the secretaries of the Treasury, threatened to resign their connection with Government, in consequence of these remarks, but, it appears, suffered themselves afterwards to be prevailed upon not to do so.	[550, 171, 718, 226]
poem-line: Give way to your sorrow, for long will it last.	[908, 1064, 1042, 1074]
divider	[13, 897, 181, 900]
poem-line: Let vengeance be wreaked by our present pain,	[908, 1331, 1048, 1341]
director-name: Benjamin Darley,	[192, 415, 242, 424]
paragraph: Yesterday, amidst a large concourse of the citizens, His Excellency the Governor-General laid the foundation stone of the Sydney Exchange, in the ground granted for the site of the building, in Bridge-street. Every exertion had been made by the Chairman and Committee of the Exchange; by the Architect, Mr. J. F. Hilly; and by the Clerk of the Works, Mr. Holland, to render all the proceedings of the day worthy of the important occasion. The ground was overspread with the flags of all the great maritime powers of the world. In the centre was the British Ensign, and surrounding it were the flags of the seven contending nations, of commercial relation with New South Wales, namely, France, the United States of America, Prussia, Hamburgh, Spain, Portugal, Norway and Sweden. At the main points were displayed the flags of all nations, whose ships are now lying in Port Jackson, whilst the numerical flags of our nautical code were so arranged around the ground, that taking the centre one for Sydney, the emblem of "Sydney, 1853," was seen from every point. His Excellency attended by his suite arrived shortly after two o'clock, and was received by a guard of honor from H.M. 11th Regiment, the band playing the national anthem. The royal standard was immediately hoisted, and loud and prolonged applause greeted Sir Charles Fitzroy as he passed along the ground. At this time there could scarcely have been less than 4000 persons present. Amongst whom were all the civil officers of the government, the Colonial Secretary, the Colonial Treasurer, the Auditor-General, and other members of the Executive. Sir Charles Nicholson, the Speaker of the Legislative Council and various leading members of the Legislature. Sir Robert Nickle, commander of the forces, Colonel Bloomfield, and a number of military and naval officers of the garrison and port. The foreign consuls residing in Sydney. The Mayor of Sydney and	[13, 952, 181, 1282]
signature: William Dawes, Secretary.	[281, 510, 360, 520]
paragraph: Lord John Russell, in speaking on matters connected with the Roman Catholic Church in Ireland, made some strictures which were considered offensive by some Irish Members. Amongst other things he said:—"But if the Roman Catholic Clergy of Ireland had increased powers given to them—that if they as ecclesiastics, could exercise greater control and a greater political influence than they now exercise, that power and that influence would not be exercised in accordance with the general freedom which prevails in this country, —but that neither in respect to political circumstances, nor in respect to political subjects, would they favour this general freedom of discussion, that energy and that activity of the human mind which belongs to the spirit of the constitution.	[550, 37, 718, 171]
source-line: (From the "Sydney Herald," August 26, 1853.)	[38, 943, 165, 951]
poem-line: Tears for a time shall blind the eyes to the past,	[908, 1153, 1048, 1163]
poem-line: The trees of the forest may not feel the breeze,	[908, 1385, 1046, 1395]
paragraph: The Duke of Wellington's Will.—In consequence of the determination of the Earl of Derby, the Right Hon. Benjamin Disraeli, and the Speaker of the House of Commons, to renounce the stewardship of the late Duke of Wellington's will, the care of administration has been granted by the Prerogative Court to the present Duke. The will seems to have been written under very peculiar circumstances, upwards of thirty-five years ago, and with that promptitude and decision which marked almost every act of His Grace's life, but at the same time displays evident traces of the agitation under which it was drawn up. The will is dated February 27, 1818, and was written in Paris by the Duke himself, who accounts for that circumstance in the following remark, which forms the preamble:—"I am at present having been made to understand that on the night of the 10th-11th of this month (Feb. 10, 1818), which may be repeated with success, and being desirous of settling my worldly affairs, and there being no professional person in Paris to whom I can entrust the task of drawing my will, I now draw it myself in my own handwriting." The Irish estates, that the annuity of 10000l. shall be paid to his second son, Lord Charles Wellesley, who, however, has the option of claiming a sum of £20,000 as an equivalent. Apsley House and its furniture, are given to the present Duke for his life; remainder over to his issue, and, in default of issue, to Lord Charles Wellesley and his issue, in like manner. In case of death of both (the present Duke and Lord Charles Wellesley) without issue male, the property passes over to the descendants of the brothers of the late Duke. Certain personal estate, which his grace designates as "money placed in my bankers or in any other estate which may be purchased with such money, and directed to pass under trusts similar to those of the estates," to the Duke and Apsley House, are strictly settled, and by some tie, but which passes to the present Duke, and on failure of their issue, to be a children of his brother." The wording of the will is very involved; and the residue, which seems to be large of its amount, is not at present known, remains undisposed of.	[908, 556, 1077, 913]
paragraph: The Camp at Chobham.—The preparations for encamping a division of the army on the healthy commons of Berkshire and Surrey begin to approach completion. It is intended that Lieut.-General Lord Seaton, an experienced and accomplished officer, will command in chief. The troops will consist of four regiments of cavalry, 24 pieces of artillery, and three brigades of infantry, each under the command of a major-general. The first Infantry Brigade will be formed of three battalions of guards, the second and third each of three battalions of the line. The whole force will amount to about 8000 men, with 2000 horses and after the troops comprising the first division have had three or four week's practice in field evolutions, they will be replaced by a similar force for the same period. The Sappers and Miners from Chatham will form a part of the force encamped, fieldworks and entrenchments will be thrown up, the bridges of pontoons, in which the merit of recent inventions, may be tested, will be thrown over some narrow portions of Virginia Water—a lake which, as is not generally known, owes its existence to the labours of the army which fought under the Duke of Cumberland at Culloden.—Ireland, like England, is to have a military encampment this summer. It will be formed on Curragh of Kildare, on a large scale; the force to comprise five regiments of the line, the King's Dragoon Guards, the 11th Hussars, and detachments of Artillery, Horse Artillery, and Lancers.	[550, 487, 718, 737]
paragraph: Arrival of Mazzini in England.—The Daily News says:—"We received, on Wednesday evening, intelligence that Mazzini is once more secure in England. The leader of the insurrection in Milan was in that city three months before the outbreak. More than that, we are informed that he arrived recently in that city for a month after the insurrection had been suppressed, and then left Italy in safety for London."	[550, 1270, 718, 1342]
paragraph: The directors of the London Bank of Australia and India, being unable to obtain a charter without reference to the colonies, were about to return the deposits of 2l., minus a reduction of from 1s. 6d. to 1s. 9d. per share for expenses.	[908, 913, 1077, 959]
poem-line: Vainly you seek him now midst those from the fight.	[908, 1046, 1064, 1056]
poem-line: Obedient Tongariro, through his wide mouth,	[908, 1091, 1042, 1101]
paragraph: Mr. Berkeley's annual motion on the Ballot necessarily did little more than ventilate the standing arguments on the subject, with which we are all as familiar as we are with the names of Berkeley and Russell. It is observed, however, that a great number of Ministers and of others who had previously opposed the motion now supported it. The minority is more numerous, even proportionally, than it has been in thinner Houses; and the measure is one which, if expectations from it have sobered down, has survived the most serious objections. It stands as an experiment which the British people is making up its mind to try. Experience has hitherto been all on the side of no ballot, and upon the whole it is not favorable. The next experiment will have to be made on the opposite side, and the time is the only question now. The House divided—for the motion, 172; against it, 232; majority against it, 60.	[729, 520, 897, 682]
prayer-paragraph: Almighty and merciful God, our creator and benefactor, by whose Providence this colony was established; and has been favoured with many signal proofs of Thy forbearance, beneficence and preservation; while we would devoutly acknowledge Thy marvellous goodness and praise Thee for all Thy benefits bestowed upon us, we would unfeignedly confess that, on account of our great and innumerable transgressions, we are unworthy of the least of all Thy mercies: nevertheless, Thou, O God, who makest the heavens and the earth and all things therein, didst, according to Thy wisdom, hide the vast treasures of gold and other sources of wealth in this land from the early colonists, who, under the peculiar circumstances in which they were placed, such treasures might have been productive of many and serious evils, and beneficial to a few individuals only; but we now discovered them to us as it thereby to exalt us, and gives us a place among the nations of the world; and seeing, that Thou, of Thy bounty, has enriched many persons, and afforded unprecedented prosperity to this whole territory, we, this day, with deeply-felt gratitude, would offer unto Thee our humble and hearty thanksgivings for Thy distinguishing favours; and, we pray that, unto those to whom Thou has given wealth, Thou wouldst also give Thy heavenly grace to enable them rightly to use the same,—to promote Thy glory, also the best interests and the highest welfare of mankind.	[192, 1012, 360, 1225]
paragraph: The Marquis of Clanricarde is named as the almost certain Successor of Lord Cowley, as Ambassador to the French Court. The present functionary is to be summoned from his station long before the august ceremonial of the Emperor's coronation.	[371, 1431, 539, 1477]
paragraph: Voyagers traversing the smooth sea would little note the constant progress of the living creatures that are passing in their onward journey under the very keel of the ship, and would be more impressed by an occasional wanderer who comes to the surface to sport with its splash. In like manner, it is under the surface that the measures of Parliament have been pursuing their steadfast way this week, few of them having leapt into the sporting and floundering noise of debate. The ghost of economical measures comes within this general description—Spirit Duties, Soap Duties, Income-tax, Customs Acts, and others. It is the Succession Tax alone of this number that has been debated, but, although debated, not seriously hindered or mutilated.	[550, 1360, 718, 1486]
